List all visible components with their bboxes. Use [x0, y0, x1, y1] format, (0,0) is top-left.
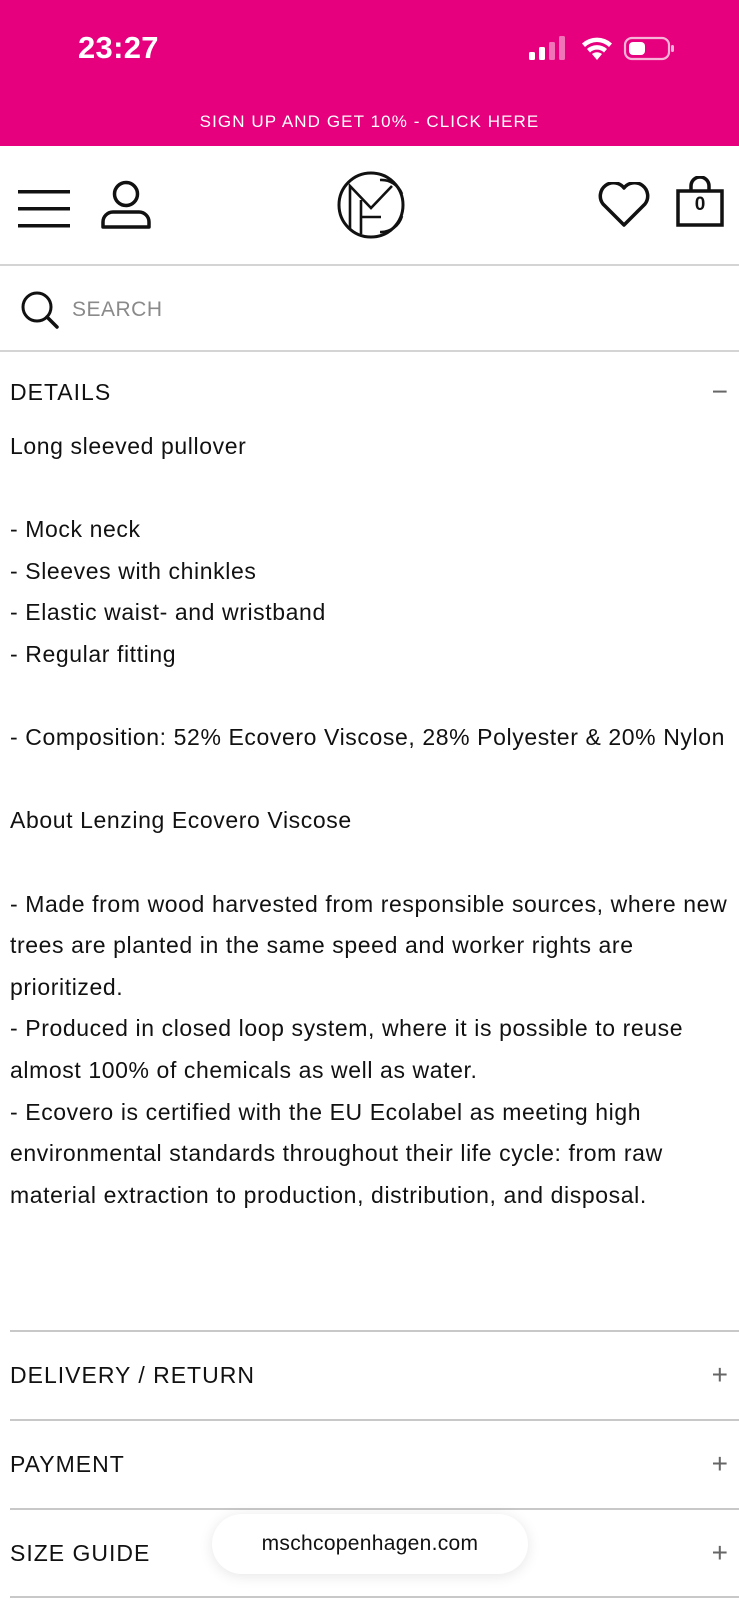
size-guide-title: SIZE GUIDE: [10, 1539, 151, 1566]
details-title: DETAILS: [10, 378, 112, 405]
details-paragraph: - Regular fitting: [10, 640, 177, 667]
cart-button[interactable]: [676, 176, 724, 228]
status-bar: [0, 0, 739, 97]
details-paragraph: - Ecovero is certified with the EU Ecolabel as meeting high environmental standards throughout their life cycle: from raw material extraction to production, distribution, and disposal.: [10, 1098, 663, 1208]
details-paragraph: - Made from wood harvested from responsible sources, where new trees are planted in the same speed and worker rights are prioritized.: [10, 890, 728, 1000]
payment-title: PAYMENT: [10, 1450, 125, 1477]
status-icons: [529, 34, 679, 64]
delivery-return-section-header[interactable]: [10, 1355, 729, 1395]
details-paragraph: About Lenzing Ecovero Viscose: [10, 807, 352, 834]
site-header: [0, 146, 739, 266]
browser-url[interactable]: mschcopenhagen.com: [261, 1532, 479, 1555]
divider: [10, 1596, 739, 1598]
details-paragraph: Long sleeved pullover: [10, 433, 247, 459]
divider: [10, 1330, 739, 1332]
divider: [10, 1419, 739, 1421]
details-paragraph: - Composition: 52% Ecovero Viscose, 28% Polyester & 20% Nylon: [10, 724, 725, 751]
details-paragraph: - Sleeves with chinkles: [10, 557, 257, 584]
divider: [10, 1508, 739, 1510]
expand-icon[interactable]: +: [711, 1359, 729, 1390]
details-paragraph: - Mock neck: [10, 516, 141, 543]
brand-logo[interactable]: [336, 170, 406, 240]
collapse-icon[interactable]: −: [711, 376, 729, 407]
wishlist-heart-icon[interactable]: [598, 182, 650, 228]
account-icon[interactable]: [100, 180, 152, 230]
payment-section-header[interactable]: [10, 1444, 729, 1484]
battery-icon: [625, 38, 674, 59]
cellular-signal-icon: [529, 36, 565, 60]
delivery-return-title: DELIVERY / RETURN: [10, 1361, 255, 1388]
details-content: [10, 426, 729, 1216]
expand-icon[interactable]: +: [711, 1537, 729, 1568]
status-time: 23:27: [78, 30, 159, 65]
promo-text[interactable]: SIGN UP AND GET 10% - CLICK HERE: [199, 111, 540, 131]
search-input[interactable]: [72, 290, 672, 330]
search-icon[interactable]: [20, 290, 60, 330]
cart-count: 0: [694, 194, 706, 215]
details-paragraph: - Produced in closed loop system, where it is possible to reuse almost 100% of chemicals as well as water.: [10, 1015, 684, 1083]
search-bar: [0, 266, 739, 352]
wifi-icon: [582, 38, 612, 60]
expand-icon[interactable]: +: [711, 1448, 729, 1479]
promo-banner[interactable]: [0, 97, 739, 146]
browser-url-bar[interactable]: [212, 1514, 528, 1574]
details-section-header[interactable]: [10, 372, 729, 412]
details-paragraph: - Elastic waist- and wristband: [10, 599, 326, 626]
menu-icon[interactable]: [18, 188, 72, 230]
